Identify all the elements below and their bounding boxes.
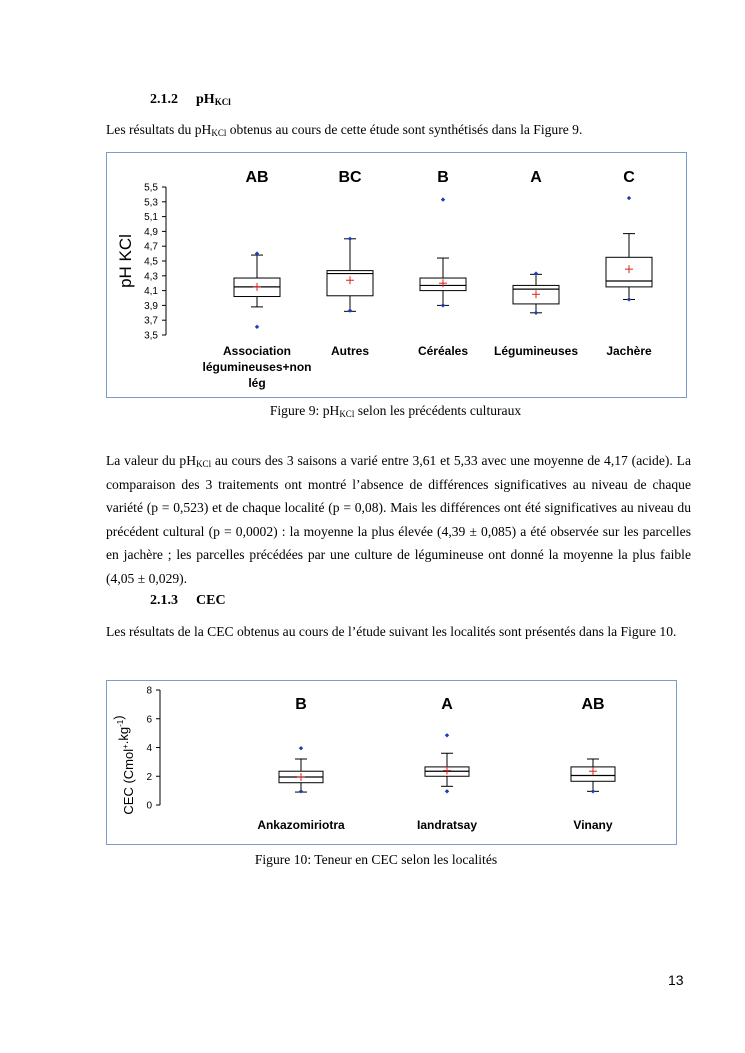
outlier-point bbox=[445, 789, 449, 793]
section-number: 2.1.2 bbox=[150, 92, 178, 107]
figure-10-chart bbox=[106, 680, 677, 845]
ph-results-paragraph bbox=[106, 449, 691, 590]
intro-paragraph-ph bbox=[106, 118, 691, 142]
section-title-subscript: KCl bbox=[214, 97, 231, 107]
group-letter: AB bbox=[581, 696, 605, 713]
y-axis-title-part: CEC (Cmol bbox=[121, 748, 136, 815]
intro-paragraph-cec bbox=[106, 620, 691, 644]
ph-results-body: au cours des 3 saisons a varié entre 3,61 et 5,33 avec une moyenne de 4,17 (acide). La comparaison des 3 traitements ont montré l’absence de différences significatives au niveau de chaque variété (p = 0,523) et de chaque localité (p = 0,08). Mais les différences ont été significatives au niveau du précédent cultural (p = 0,0002) : la moyenne la plus élevée (4,39 ± 0,085) a été observée sur les parcelles en jachère ; les parcelles précédées par une culture de légumineuse ont donné la moyenne la plus faible (4,05 ± 0,029). bbox=[106, 453, 691, 586]
figure-9-caption-start: Figure 9: pH bbox=[269, 403, 340, 418]
y-tick-label: 5,3 bbox=[144, 197, 158, 209]
category-label: Ankazomiriotra bbox=[257, 818, 345, 832]
y-tick-label: 0 bbox=[146, 800, 152, 812]
outlier-point bbox=[255, 325, 259, 329]
intro-cec-text: Les résultats de la CEC obtenus au cours de l’étude suivant les localités sont présentés dans la Figure 10. bbox=[106, 624, 677, 639]
y-tick-label: 4,7 bbox=[144, 241, 158, 253]
section-title: CEC bbox=[196, 593, 226, 608]
group-letter: BC bbox=[338, 169, 362, 186]
section-title: pH bbox=[196, 92, 215, 107]
group-letter: C bbox=[623, 169, 635, 186]
category-label: Légumineuses bbox=[493, 344, 579, 358]
y-tick-label: 3,7 bbox=[144, 315, 158, 327]
outlier-point bbox=[299, 746, 303, 750]
y-axis-title bbox=[111, 715, 136, 814]
y-tick-label: 4,9 bbox=[144, 226, 158, 238]
y-tick-label: 8 bbox=[146, 685, 152, 697]
y-tick-label: 4,3 bbox=[144, 271, 158, 283]
group-letter: A bbox=[530, 169, 542, 186]
figure-9-caption-sub: KCl bbox=[339, 409, 355, 419]
category-label: Jachère bbox=[606, 344, 652, 358]
section-number: 2.1.3 bbox=[150, 593, 178, 608]
category-label: Vinany bbox=[573, 818, 613, 832]
y-axis-title-part: ) bbox=[111, 715, 126, 720]
outlier-point bbox=[441, 197, 445, 201]
figure-9-caption bbox=[106, 403, 685, 419]
ph-results-start: La valeur du pH bbox=[106, 453, 197, 468]
intro-text-end: obtenus au cours de cette étude sont synthétisés dans la Figure 9. bbox=[226, 122, 583, 137]
ph-boxplot-svg bbox=[107, 153, 686, 397]
y-axis-title-part: .kg bbox=[116, 726, 131, 745]
intro-subscript: KCl bbox=[211, 128, 227, 138]
category-label: Céréales bbox=[417, 344, 469, 358]
y-tick-label: 3,5 bbox=[144, 330, 158, 342]
category-label: Association bbox=[222, 344, 292, 358]
y-tick-label: 4,5 bbox=[144, 256, 158, 268]
page-number: 13 bbox=[668, 972, 684, 988]
figure-9-chart bbox=[106, 152, 687, 398]
category-label: Autres bbox=[330, 344, 370, 358]
category-label: légumineuses+non bbox=[202, 360, 312, 374]
section-heading-2-1-3 bbox=[150, 593, 226, 609]
y-axis-title-superscript: + bbox=[121, 744, 130, 749]
outlier-point bbox=[348, 237, 352, 241]
outlier-point bbox=[534, 271, 538, 275]
y-axis-title: pH KCl bbox=[116, 234, 135, 288]
section-heading-2-1-2 bbox=[150, 92, 231, 108]
y-tick-label: 5,1 bbox=[144, 212, 158, 224]
outlier-point bbox=[534, 311, 538, 315]
group-letter: B bbox=[437, 169, 449, 186]
y-tick-label: 4 bbox=[146, 743, 152, 754]
figure-10-caption bbox=[106, 852, 646, 868]
group-letter: AB bbox=[245, 169, 269, 186]
category-label: lég bbox=[248, 376, 266, 390]
category-label: Iandratsay bbox=[416, 818, 478, 832]
y-tick-label: 4,1 bbox=[144, 286, 158, 298]
outlier-point bbox=[348, 308, 352, 312]
outlier-point bbox=[445, 733, 449, 737]
y-axis-title-superscript: -1 bbox=[116, 719, 125, 727]
y-tick-label: 3,9 bbox=[144, 300, 158, 312]
group-letter: A bbox=[441, 696, 453, 713]
outlier-point bbox=[299, 789, 303, 793]
outlier-point bbox=[627, 297, 631, 301]
cec-boxplot-svg bbox=[107, 681, 676, 844]
outlier-point bbox=[441, 303, 445, 307]
figure-10-caption-text: Figure 10: Teneur en CEC selon les localités bbox=[254, 852, 498, 867]
group-letter: B bbox=[295, 696, 307, 713]
ph-results-subscript: KCl bbox=[196, 459, 212, 469]
y-tick-label: 5,5 bbox=[144, 182, 158, 194]
intro-text-start: Les résultats du pH bbox=[106, 122, 212, 137]
y-tick-label: 2 bbox=[146, 771, 152, 783]
figure-9-caption-end: selon les précédents culturaux bbox=[354, 403, 522, 418]
outlier-point bbox=[627, 196, 631, 200]
y-tick-label: 6 bbox=[146, 714, 152, 726]
outlier-point bbox=[591, 789, 595, 793]
